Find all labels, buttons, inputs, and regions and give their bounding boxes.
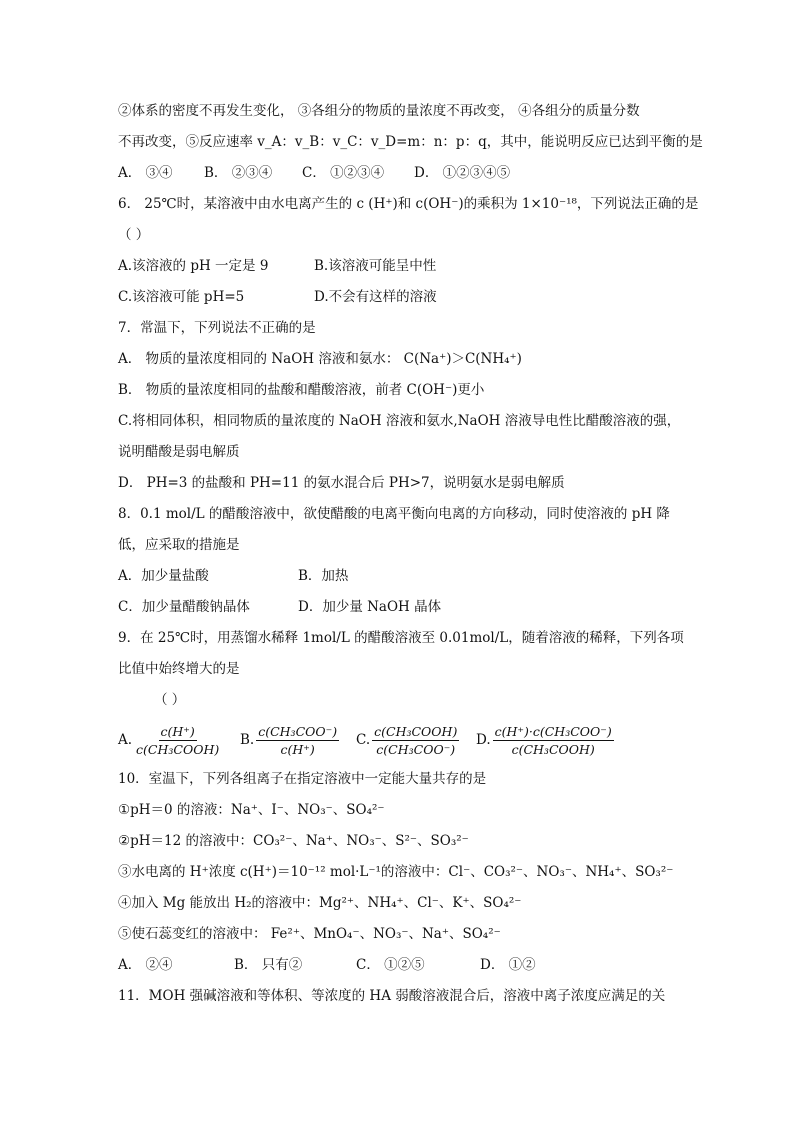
q7-stem: 7．常温下，下列说法不正确的是 [118, 320, 316, 336]
option-c: C．加少量醋酸钠晶体 [118, 599, 250, 615]
answer-paren: （ ） [154, 692, 186, 708]
fraction [372, 723, 459, 758]
option-d: D． ①②③④⑤ [414, 165, 511, 181]
numerator: c(CH₃COOH) [374, 723, 458, 739]
denominator: c(CH₃COO⁻) [376, 741, 456, 757]
q6-paren: （ ） [118, 227, 150, 243]
q7-option-c: C.将相同体积，相同物质的量浓度的 NaOH 溶液和氨水,NaOH 溶液导电性比醋酸溶液的强， [118, 413, 681, 429]
q6-options-cd [118, 282, 678, 313]
option-label: B. [240, 732, 255, 748]
fraction [134, 723, 221, 758]
numerator: c(H⁺)·c(CH₃COO⁻) [494, 723, 612, 739]
option-d: D.不会有这样的溶液 [314, 289, 437, 305]
q7-option-b: B． 物质的量浓度相同的盐酸和醋酸溶液，前者 C(OH⁻)更小 [118, 382, 485, 398]
q8-options-cd [118, 592, 678, 623]
q8-stem-cont: 低，应采取的措施是 [118, 537, 240, 553]
option-d: D． ①② [480, 957, 536, 973]
q8-stem: 8．0.1 mol/L 的醋酸溶液中，欲使醋酸的电离平衡向电离的方向移动，同时使溶液的 pH 降 [118, 506, 670, 522]
option-label: C. [356, 732, 371, 748]
q10-options [118, 950, 678, 981]
q4-condition-line: ②体系的密度不再发生变化， ③各组分的物质的量浓度不再改变， ④各组分的质量分数 [118, 103, 640, 119]
q9-options [118, 716, 678, 764]
q9-stem-cont: 比值中始终增大的是 [118, 661, 240, 677]
q5-options [118, 158, 678, 189]
option-b: B．加热 [298, 568, 349, 584]
option-c: C． ①②⑤ [356, 957, 425, 973]
q10-item-3: ③水电离的 H⁺浓度 c(H⁺)＝10⁻¹² mol·L⁻¹的溶液中：Cl⁻、CO₃²⁻、NO₃⁻、NH₄⁺、SO₃²⁻ [118, 864, 674, 880]
q9-paren [118, 685, 678, 716]
option-d: D．加少量 NaOH 晶体 [298, 599, 442, 615]
option-c: C.该溶液可能 pH=5 [118, 289, 245, 305]
q9-stem: 9．在 25℃时，用蒸馏水稀释 1mol/L 的醋酸溶液至 0.01mol/L，随着溶液的稀释，下列各项 [118, 630, 684, 646]
option-a: A．加少量盐酸 [118, 568, 209, 584]
q8-options-ab [118, 561, 678, 592]
option-b [240, 716, 339, 764]
option-a: A． ②④ [118, 957, 173, 973]
q10-item-4: ④加入 Mg 能放出 H₂的溶液中：Mg²⁺、NH₄⁺、Cl⁻、K⁺、SO₄²⁻ [118, 895, 522, 911]
q6-options-ab [118, 251, 678, 282]
exam-page [118, 96, 703, 1012]
option-label: A. [118, 732, 133, 748]
option-d [476, 716, 614, 764]
denominator: c(CH₃COOH) [136, 741, 220, 757]
q11-stem: 11．MOH 强碱溶液和等体积、等浓度的 HA 弱酸溶液混合后，溶液中离子浓度应满足的关 [118, 988, 666, 1004]
option-c [356, 716, 459, 764]
q7-option-c-cont: 说明醋酸是弱电解质 [118, 444, 240, 460]
option-a: A.该溶液的 pH 一定是 9 [118, 258, 269, 274]
q10-item-1: ①pH＝0 的溶液：Na⁺、I⁻、NO₃⁻、SO₄²⁻ [118, 802, 385, 818]
numerator: c(H⁺) [160, 723, 195, 739]
denominator: c(H⁺) [280, 741, 315, 757]
fraction [256, 723, 339, 758]
option-a [118, 716, 221, 764]
option-b: B． 只有② [234, 957, 303, 973]
fraction [493, 723, 614, 758]
q10-item-2: ②pH＝12 的溶液中：CO₃²⁻、Na⁺、NO₃⁻、S²⁻、SO₃²⁻ [118, 833, 469, 849]
option-b: B． ②③④ [204, 165, 273, 181]
q6-stem: 6． 25℃时，某溶液中由水电离产生的 c (H⁺)和 c(OH⁻)的乘积为 1×10⁻¹⁸，下列说法正确的是 [118, 196, 699, 212]
option-b: B.该溶液可能呈中性 [314, 258, 437, 274]
q10-stem: 10．室温下，下列各组离子在指定溶液中一定能大量共存的是 [118, 771, 487, 787]
q10-item-5: ⑤使石蕊变红的溶液中： Fe²⁺、MnO₄⁻、NO₃⁻、Na⁺、SO₄²⁻ [118, 926, 501, 942]
option-a: A． ③④ [118, 165, 173, 181]
option-c: C． ①②③④ [302, 165, 385, 181]
q7-option-a: A． 物质的量浓度相同的 NaOH 溶液和氨水： C(Na⁺)＞C(NH₄⁺) [118, 351, 522, 367]
option-label: D. [476, 732, 491, 748]
numerator: c(CH₃COO⁻) [258, 723, 338, 739]
q7-option-d: D． PH=3 的盐酸和 PH=11 的氨水混合后 PH>7，说明氨水是弱电解质 [118, 475, 565, 491]
denominator: c(CH₃COOH) [511, 741, 595, 757]
q4-condition-line-2: 不再改变，⑤反应速率 v_A：v_B：v_C：v_D=m：n：p：q，其中，能说明反应已达到平衡的是 [118, 134, 703, 150]
